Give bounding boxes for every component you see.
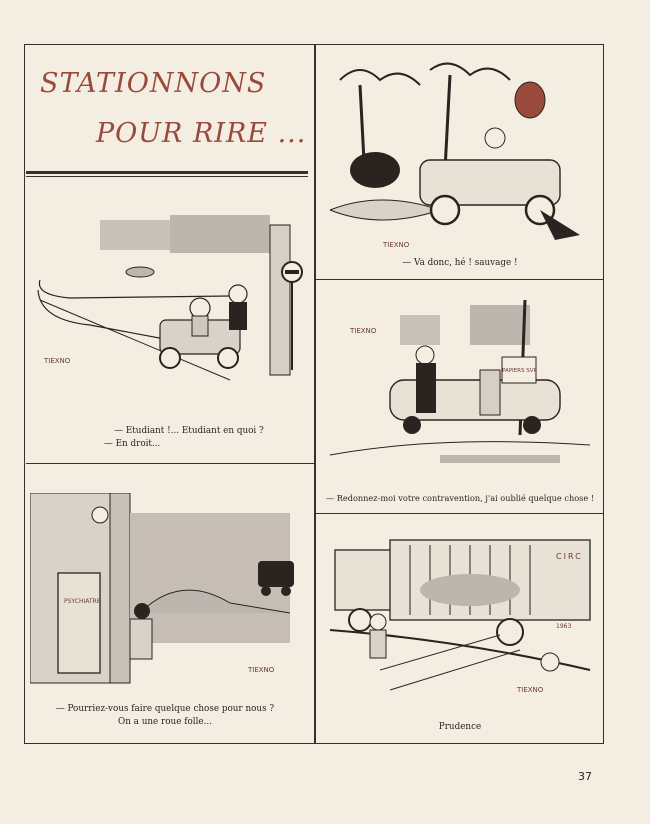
cartoon4-caption-line2: On a une roue folle... <box>118 717 212 727</box>
cartoon3-sign-text: PAPIERS SVP <box>502 368 537 374</box>
page-title-line2: POUR RIRE ... <box>96 118 307 149</box>
cartoon4-caption-line1: — Pourriez-vous faire quelque chose pour nous ? <box>55 704 275 714</box>
cartoon-psychiatrist <box>30 493 310 688</box>
title-rule-thin <box>26 176 308 177</box>
cartoon2-signature: TIEXNO <box>383 241 410 249</box>
cartoon1-caption-line2: — En droit... <box>104 439 161 449</box>
cartoon5-plate-text: 1963 <box>556 623 572 630</box>
cartoon1-signature: TIEXNO <box>44 357 71 365</box>
right-divider-2 <box>315 513 603 514</box>
cartoon1-caption-line1: — Etudiant !... Etudiant en quoi ? <box>114 426 264 436</box>
title-rule-thick <box>26 171 308 174</box>
cartoon3-caption: — Redonnez-moi votre contravention, j'ai oublié quelque chose ! <box>325 493 595 503</box>
cartoon4-signature: TIEXNO <box>248 666 275 674</box>
cartoon-student-driver <box>30 210 310 410</box>
cartoon-policeman-ticket <box>320 295 600 490</box>
page-title-line1: STATIONNONS <box>40 68 267 99</box>
cartoon4-sign-text: PSYCHIATRE <box>64 598 101 605</box>
column-divider <box>314 44 316 744</box>
cartoon-jungle-jeep <box>320 60 600 250</box>
cartoon3-signature: TIEXNO <box>350 327 377 335</box>
cartoon5-truck-text: CIRC <box>556 552 583 561</box>
cartoon5-signature: TIEXNO <box>517 686 544 694</box>
right-divider-1 <box>315 279 603 280</box>
left-divider <box>26 463 314 464</box>
cartoon5-caption: Prudence <box>438 722 482 732</box>
cartoon2-caption: — Va donc, hé ! sauvage ! <box>402 258 518 268</box>
page-number: 37 <box>578 770 592 783</box>
